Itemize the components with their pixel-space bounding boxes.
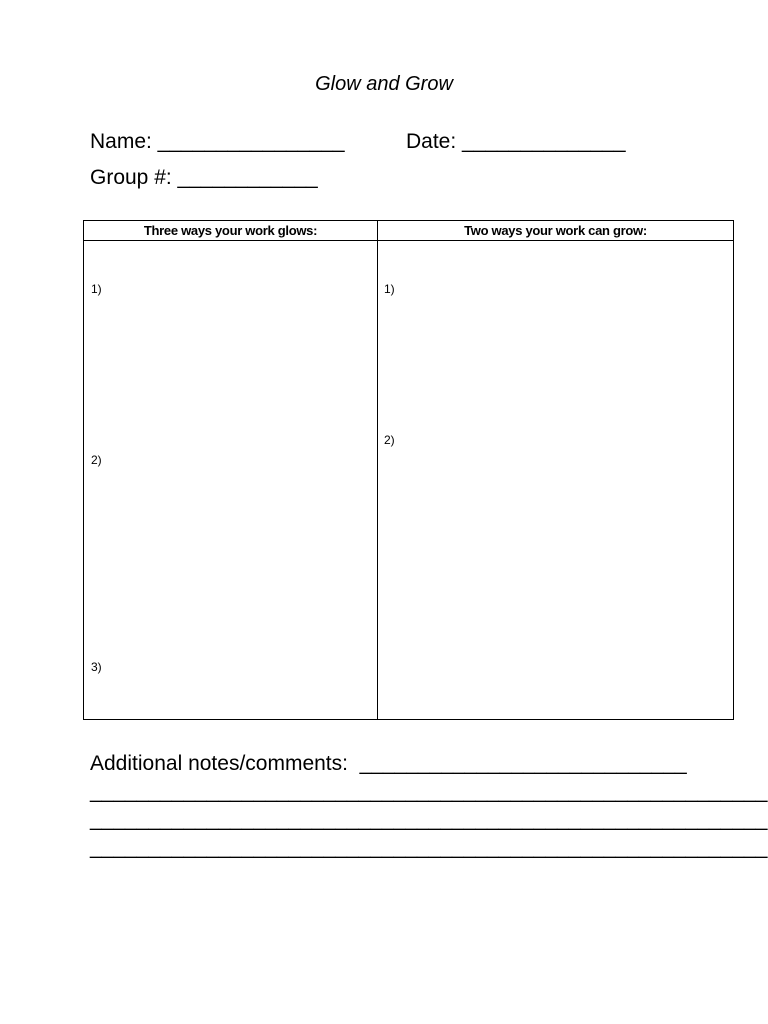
notes-blank-line[interactable]: __________________________________________________________ <box>90 780 768 803</box>
column-divider <box>377 221 378 719</box>
glows-column-header: Three ways your work glows: <box>143 223 318 238</box>
group-number-field[interactable]: Group #: ____________ <box>90 166 318 189</box>
glow-item-1[interactable]: 1) <box>91 282 102 296</box>
grow-item-1[interactable]: 1) <box>384 282 395 296</box>
glow-item-2[interactable]: 2) <box>91 453 102 467</box>
glow-grow-table <box>83 220 734 720</box>
name-field[interactable]: Name: ________________ <box>90 130 345 153</box>
header-divider <box>84 240 733 241</box>
glow-item-3[interactable]: 3) <box>91 660 102 674</box>
notes-blank-line[interactable]: __________________________________________________________ <box>90 836 768 859</box>
grows-column-header: Two ways your work can grow: <box>464 223 647 238</box>
date-field[interactable]: Date: ______________ <box>406 130 626 153</box>
additional-notes-field[interactable]: Additional notes/comments: ____________________________ <box>90 752 687 775</box>
notes-blank-line[interactable]: __________________________________________________________ <box>90 808 768 831</box>
worksheet-title: Glow and Grow <box>315 73 453 95</box>
grow-item-2[interactable]: 2) <box>384 433 395 447</box>
